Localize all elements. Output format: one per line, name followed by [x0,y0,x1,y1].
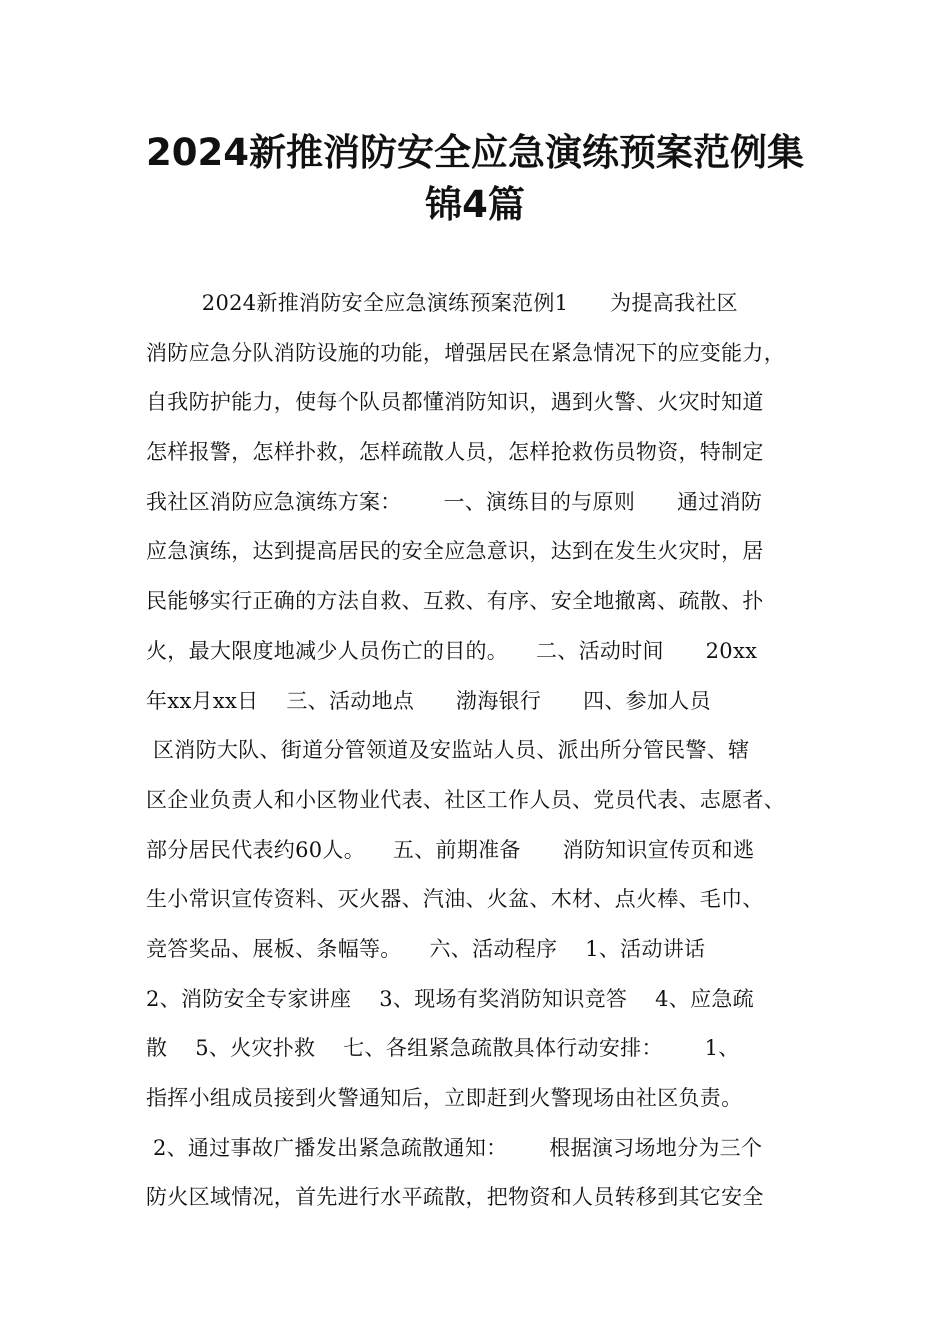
body-line: 火，最大限度地减少人员伤亡的目的。 二、活动时间 20xx [146,638,758,663]
body-line: 年xx月xx日 三、活动地点 渤海银行 四、参加人员 [146,688,711,713]
body-line: 消防应急分队消防设施的功能，增强居民在紧急情况下的应变能力， [146,340,785,365]
body-line: 指挥小组成员接到火警通知后，立即赶到火警现场由社区负责。 [146,1086,743,1110]
body-line: 区消防大队、街道分管领道及安监站人员、派出所分管民警、辖 [146,738,750,763]
document-title-line-1: 2024新推消防安全应急演练预案范例集 [146,131,804,174]
body-line: 应急演练，达到提高居民的安全应急意识，达到在发生火灾时，居 [146,539,764,564]
body-line: 自我防护能力，使每个队员都懂消防知识，遇到火警、火灾时知道 [146,390,764,415]
document-title-line-2: 锦4篇 [425,183,525,226]
body-line: 我社区消防应急演练方案： 一、演练目的与原则 通过消防 [146,489,763,514]
body-line: 2、消防安全专家讲座 3、现场有奖消防知识竞答 4、应急疏 [146,986,754,1011]
body-line: 怎样报警，怎样扑救，怎样疏散人员，怎样抢救伤员物资，特制定 [146,440,764,465]
body-line: 部分居民代表约60人。 五、前期准备 消防知识宣传页和逃 [146,837,755,862]
body-line: 2024新推消防安全应急演练预案范例1 为提高我社区 [146,291,738,315]
document-body [146,279,846,1223]
body-line: 生小常识宣传资料、灭火器、汽油、火盆、木材、点火棒、毛巾、 [146,887,764,912]
body-line: 民能够实行正确的方法自救、互救、有序、安全地撤离、疏散、扑 [146,589,764,614]
body-line: 区企业负责人和小区物业代表、社区工作人员、党员代表、志愿者、 [146,787,785,812]
body-line: 散 5、火灾扑救 七、各组紧急疏散具体行动安排： 1、 [146,1036,740,1061]
body-line: 防火区域情况，首先进行水平疏散，把物资和人员转移到其它安全 [146,1185,764,1210]
body-line: 竞答奖品、展板、条幅等。 六、活动程序 1、活动讲话 [146,936,706,961]
body-line: 2、通过事故广播发出紧急疏散通知： 根据演习场地分为三个 [146,1135,763,1160]
